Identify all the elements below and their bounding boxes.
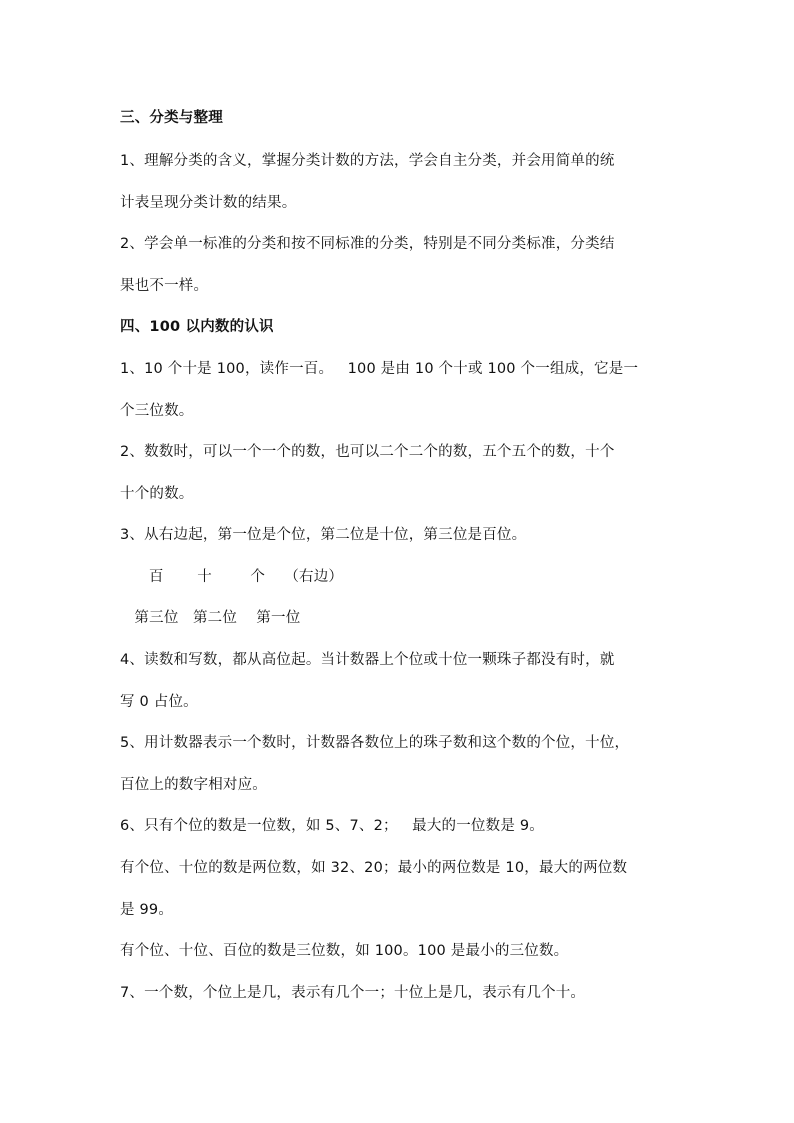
paragraph-line: 7、一个数，个位上是几，表示有几个一；十位上是几，表示有几个十。 xyxy=(120,985,586,1001)
paragraph-line: 1、理解分类的含义，掌握分类计数的方法，学会自主分类，并会用简单的统 xyxy=(120,153,615,169)
paragraph-line: 写 0 占位。 xyxy=(120,694,198,710)
paragraph-line: 个三位数。 xyxy=(120,403,194,419)
paragraph-line: 5、用计数器表示一个数时，计数器各数位上的珠子数和这个数的个位，十位， xyxy=(120,735,630,751)
paragraph-line: 果也不一样。 xyxy=(120,278,209,294)
position-row: 第三位 第二位 第一位 xyxy=(120,610,301,626)
paragraph-line: 6、只有个位的数是一位数，如 5、7、2； 最大的一位数是 9。 xyxy=(120,818,544,834)
paragraph-line: 有个位、十位、百位的数是三位数，如 100。100 是最小的三位数。 xyxy=(120,943,569,959)
paragraph-line: 是 99。 xyxy=(120,902,174,918)
paragraph-line: 2、数数时，可以一个一个的数，也可以二个二个的数，五个五个的数，十个 xyxy=(120,444,615,460)
paragraph-line: 有个位、十位的数是两位数，如 32、20；最小的两位数是 10，最大的两位数 xyxy=(120,860,628,876)
paragraph-line: 4、读数和写数，都从高位起。当计数器上个位或十位一颗珠子都没有时，就 xyxy=(120,652,615,668)
paragraph-line: 十个的数。 xyxy=(120,486,194,502)
paragraph-line: 百位上的数字相对应。 xyxy=(120,777,267,793)
paragraph-line: 计表呈现分类计数的结果。 xyxy=(120,195,297,211)
paragraph-line: 3、从右边起，第一位是个位，第二位是十位，第三位是百位。 xyxy=(120,527,527,543)
paragraph-line: 2、学会单一标准的分类和按不同标准的分类，特别是不同分类标准，分类结 xyxy=(120,236,615,252)
place-value-row: 百 十 个 （右边） xyxy=(120,569,344,585)
section-heading-classification: 三、分类与整理 xyxy=(120,110,223,126)
section-heading-numbers: 四、100 以内数的认识 xyxy=(120,319,274,335)
paragraph-line: 1、10 个十是 100，读作一百。 100 是由 10 个十或 100 个一组成，它是一 xyxy=(120,361,639,377)
